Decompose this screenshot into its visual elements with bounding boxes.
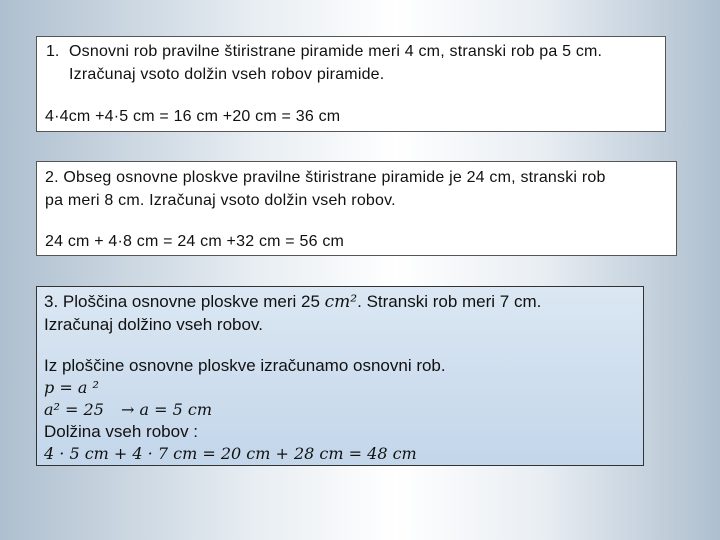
task-3-line-1	[44, 292, 541, 312]
task-2-answer: 24 cm + 4·8 cm = 24 cm +32 cm = 56 cm	[45, 233, 345, 250]
task-1-line-1: Osnovni rob pravilne štiristrane piramide meri 4 cm, stranski rob pa 5 cm.	[69, 43, 603, 60]
task-3-area-unit: cm²	[324, 292, 358, 312]
task-2-box	[36, 161, 677, 256]
task-3-line-6: Dolžina vseh robov :	[44, 422, 199, 441]
task-1-answer: 4·4cm +4·5 cm = 16 cm +20 cm = 36 cm	[45, 108, 341, 125]
task-3-line-2: Izračunaj dolžino vseh robov.	[44, 315, 263, 334]
task-2-line-1: 2. Obseg osnovne ploskve pravilne štiristrane piramide je 24 cm, stranski rob	[45, 169, 606, 186]
task-3-equation-2-right: → a = 5 cm	[121, 400, 213, 419]
task-3-line-3: Iz ploščine osnovne ploskve izračunamo osnovni rob.	[44, 356, 446, 375]
task-3-equation-1: p = a ²	[44, 378, 99, 397]
task-1-line-2: Izračunaj vsoto dolžin vseh robov piramide.	[69, 66, 385, 83]
task-2-line-2: pa meri 8 cm. Izračunaj vsoto dolžin vseh robov.	[45, 192, 396, 209]
task-1-number: 1.	[46, 43, 60, 60]
task-3-box	[36, 286, 644, 466]
task-3-line-1-text: 3. Ploščina osnovne ploskve meri 25	[44, 292, 325, 311]
task-1-box	[36, 36, 666, 132]
task-3-line-1-text-end: . Stranski rob meri 7 cm.	[357, 292, 542, 311]
task-3-equation-2-left: a² = 25	[44, 400, 104, 419]
task-3-equation-3: 4 · 5 cm + 4 · 7 cm = 20 cm + 28 cm = 48 cm	[44, 444, 417, 463]
